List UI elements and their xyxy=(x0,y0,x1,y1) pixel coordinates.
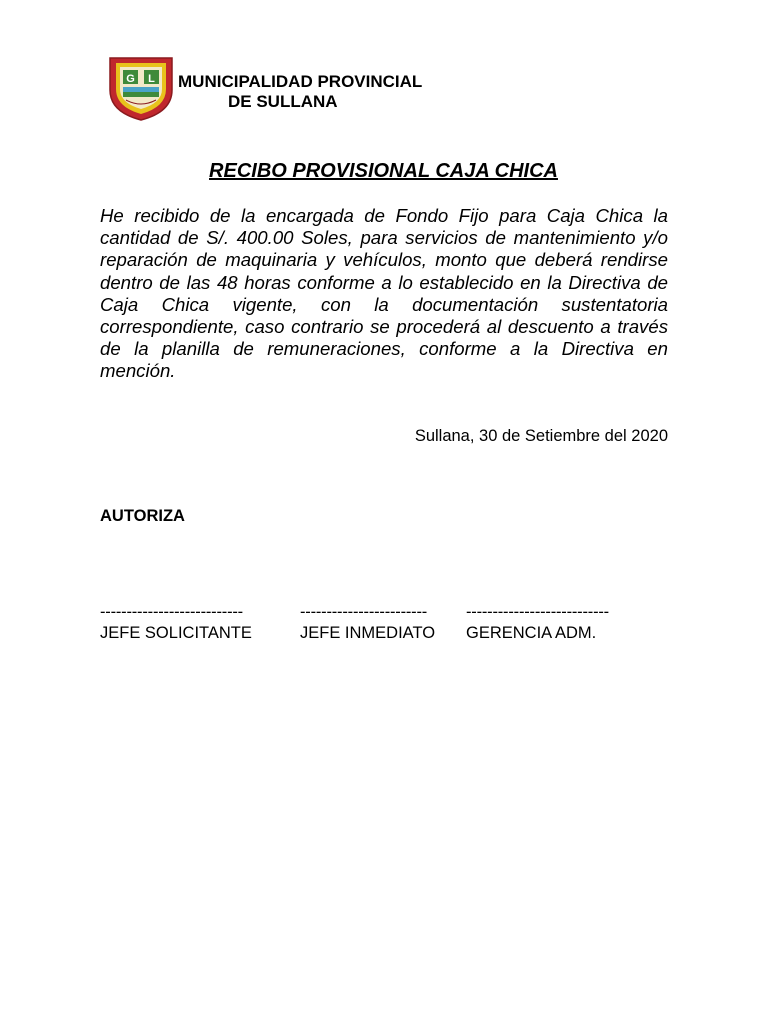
receipt-body-text: He recibido de la encargada de Fondo Fijo para Caja Chica la cantidad de S/. 400.00 Soles, para servicios de mantenimiento y/o reparación de maquinaria y vehículos, monto que deberá rendirse dentro de las 48 horas conforme a lo establecido en la Directiva de Caja Chica vigente, con la documentación sustentatoria correspondiente, caso contrario se procederá al descuento a través de la planilla de remuneraciones, conforme a la Directiva en mención. xyxy=(100,205,668,382)
signature-line: --------------------------- xyxy=(100,603,243,621)
date-line: Sullana, 30 de Setiembre del 2020 xyxy=(414,427,668,445)
svg-text:L: L xyxy=(148,73,155,85)
signature-block-inmediato xyxy=(300,602,435,644)
document-title: RECIBO PROVISIONAL CAJA CHICA xyxy=(209,160,558,182)
signature-block-solicitante xyxy=(100,602,252,644)
signature-line: --------------------------- xyxy=(466,603,609,621)
institution-header xyxy=(178,72,422,112)
municipal-seal-logo xyxy=(106,52,176,122)
svg-text:G: G xyxy=(126,73,135,85)
signature-label: JEFE INMEDIATO xyxy=(300,624,436,642)
institution-name-line2: DE SULLANA xyxy=(228,92,338,111)
signature-line: ------------------------ xyxy=(300,603,428,621)
signature-label: JEFE SOLICITANTE xyxy=(100,624,252,642)
institution-name-line1: MUNICIPALIDAD PROVINCIAL xyxy=(178,72,423,91)
signature-label: GERENCIA ADM. xyxy=(466,624,597,642)
autoriza-label: AUTORIZA xyxy=(100,507,185,525)
signature-block-gerencia xyxy=(466,602,609,644)
